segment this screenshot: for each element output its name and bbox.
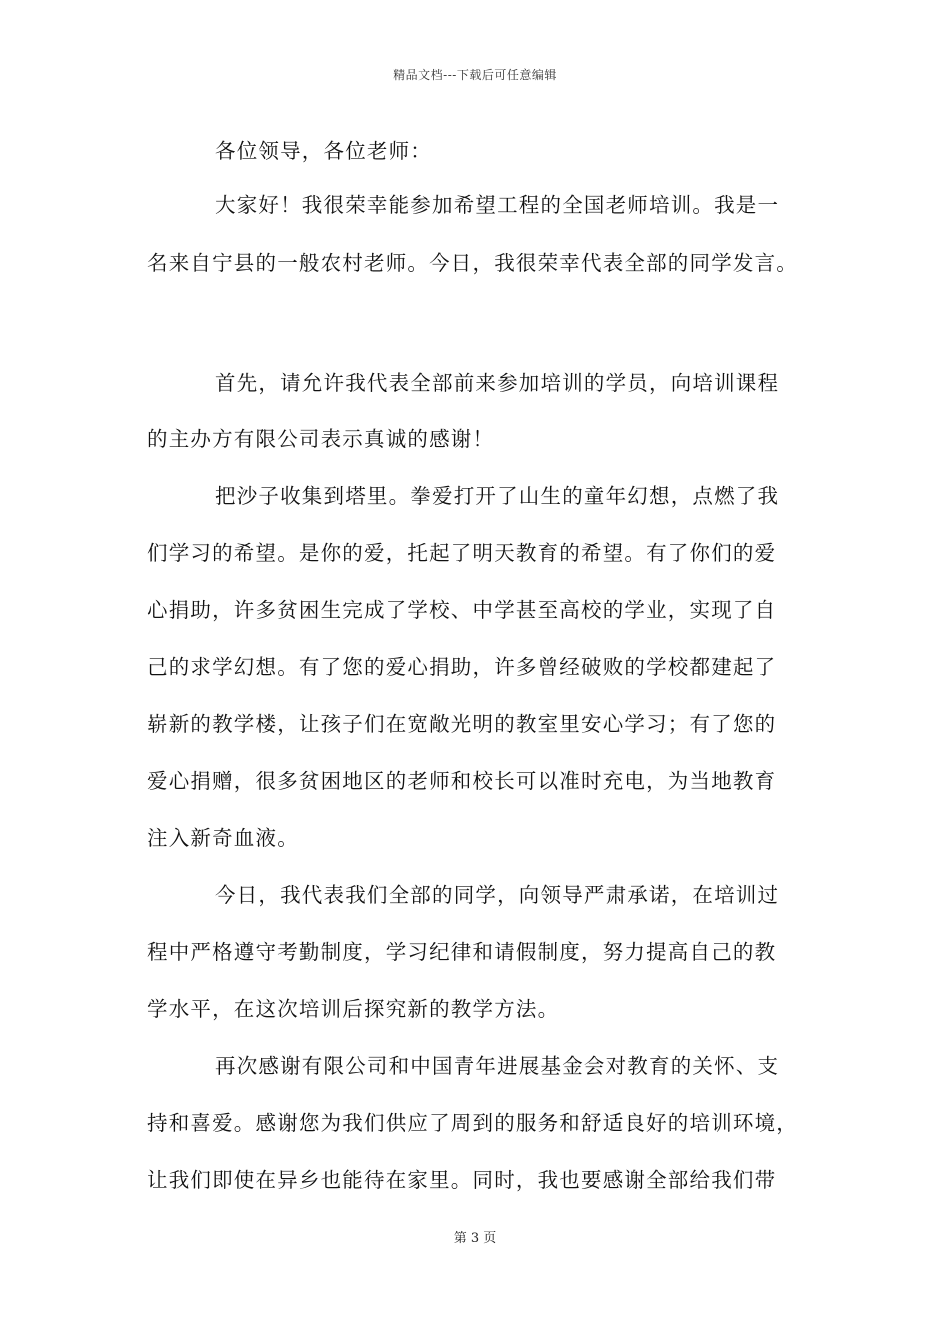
paragraph-5-line-1: 再次感谢有限公司和中国青年进展基金会对教育的关怀、支 [215, 1054, 780, 1078]
paragraph-2-line-1: 首先，请允许我代表全部前来参加培训的学员，向培训课程 [215, 371, 780, 395]
salutation: 各位领导，各位老师： [215, 139, 432, 163]
paragraph-3-line-5: 崭新的教学楼，让孩子们在宽敞光明的教室里安心学习；有了您的 [147, 712, 777, 736]
paragraph-2-line-2: 的主办方有限公司表示真诚的感谢！ [147, 427, 495, 451]
paragraph-5-line-2: 持和喜爱。感谢您为我们供应了周到的服务和舒适良好的培训环境， [147, 1111, 798, 1135]
paragraph-4-line-1: 今日，我代表我们全部的同学，向领导严肃承诺，在培训过 [215, 883, 780, 907]
paragraph-3-line-2: 们学习的希望。是你的爱，托起了明天教育的希望。有了你们的爱 [147, 541, 777, 565]
page-number: 第 3 页 [453, 1231, 497, 1246]
paragraph-1-line-2: 名来自宁县的一般农村老师。今日，我很荣幸代表全部的同学发言。 [147, 251, 798, 275]
paragraph-4-line-2: 程中严格遵守考勤制度，学习纪律和请假制度，努力提高自己的教 [147, 940, 777, 964]
paragraph-5-line-3: 让我们即使在异乡也能待在家里。同时，我也要感谢全部给我们带 [147, 1168, 777, 1192]
paragraph-4-line-3: 学水平，在这次培训后探究新的教学方法。 [147, 997, 560, 1021]
page-header: 精品文档---下载后可任意编辑 [393, 68, 557, 82]
paragraph-1-line-1: 大家好！我很荣幸能参加希望工程的全国老师培训。我是一 [215, 193, 780, 217]
paragraph-3-line-7: 注入新奇血液。 [147, 826, 299, 850]
paragraph-3-line-6: 爱心捐赠，很多贫困地区的老师和校长可以准时充电，为当地教育 [147, 769, 777, 793]
paragraph-3-line-3: 心捐助，许多贫困生完成了学校、中学甚至高校的学业，实现了自 [147, 598, 777, 622]
paragraph-3-line-1: 把沙子收集到塔里。拳爱打开了山生的童年幻想，点燃了我 [215, 484, 780, 508]
paragraph-3-line-4: 己的求学幻想。有了您的爱心捐助，许多曾经破败的学校都建起了 [147, 655, 777, 679]
